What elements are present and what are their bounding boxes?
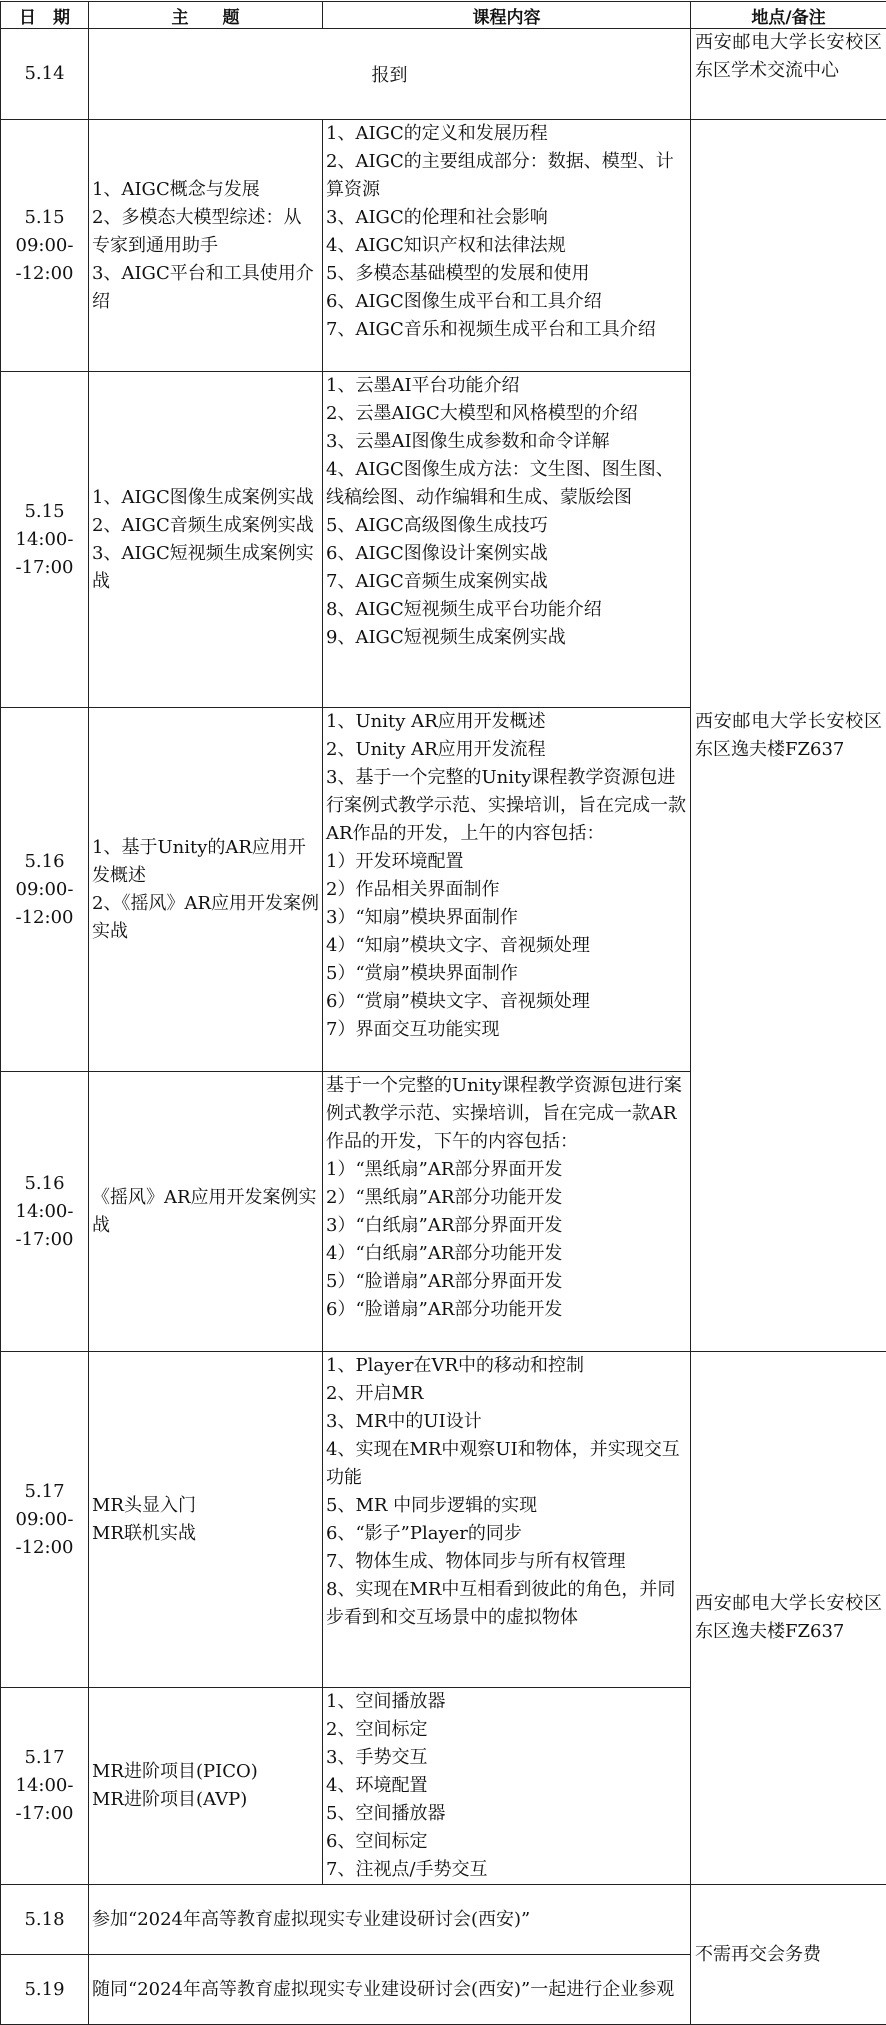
content-item: 4、AIGC图像生成方法：文生图、图生图、线稿绘图、动作编辑和生成、蒙版绘图 bbox=[326, 456, 687, 512]
content-item: 7、注视点/手势交互 bbox=[326, 1856, 687, 1884]
content-cell bbox=[323, 1072, 691, 1352]
header-location: 地点/备注 bbox=[691, 2, 886, 29]
topic-cell bbox=[89, 120, 323, 372]
content-item: 4、环境配置 bbox=[326, 1772, 687, 1800]
date-day: 5.17 bbox=[1, 1478, 88, 1506]
date-day: 5.15 bbox=[1, 498, 88, 526]
content-item: 4）“白纸扇”AR部分功能开发 bbox=[326, 1240, 687, 1268]
location-cell: 西安邮电大学长安校区东区逸夫楼FZ637 bbox=[691, 1352, 886, 1885]
content-item: 6）“脸谱扇”AR部分功能开发 bbox=[326, 1296, 687, 1324]
topic-cell bbox=[89, 708, 323, 1072]
content-item: 3）“白纸扇”AR部分界面开发 bbox=[326, 1212, 687, 1240]
date-time-start: 09:00- bbox=[1, 876, 88, 904]
date-cell bbox=[1, 1352, 89, 1688]
topic-item: 3、AIGC短视频生成案例实战 bbox=[92, 540, 319, 596]
schedule-row bbox=[1, 29, 886, 120]
content-cell bbox=[323, 1352, 691, 1688]
content-item: 3、手势交互 bbox=[326, 1744, 687, 1772]
date-time-end: -17:00 bbox=[1, 554, 88, 582]
date-time-start: 09:00- bbox=[1, 1506, 88, 1534]
date-time-start: 14:00- bbox=[1, 1772, 88, 1800]
topic-item: MR进阶项目(PICO) bbox=[92, 1758, 319, 1786]
content-item: 9、AIGC短视频生成案例实战 bbox=[326, 624, 687, 652]
date-cell bbox=[1, 1955, 89, 2025]
location-cell: 西安邮电大学长安校区东区逸夫楼FZ637 bbox=[691, 120, 886, 1352]
date-cell bbox=[1, 29, 89, 120]
content-cell bbox=[323, 372, 691, 708]
content-item: 3）“知扇”模块界面制作 bbox=[326, 904, 687, 932]
content-item: 2、AIGC的主要组成部分：数据、模型、计算资源 bbox=[326, 148, 687, 204]
date-time-start: 14:00- bbox=[1, 1198, 88, 1226]
date-cell bbox=[1, 372, 89, 708]
date-day: 5.17 bbox=[1, 1744, 88, 1772]
date-cell bbox=[1, 708, 89, 1072]
date-time-end: -17:00 bbox=[1, 1226, 88, 1254]
schedule-row bbox=[1, 1885, 886, 1955]
header-content: 课程内容 bbox=[323, 2, 691, 29]
content-item: 1、空间播放器 bbox=[326, 1688, 687, 1716]
date-time-start: 14:00- bbox=[1, 526, 88, 554]
content-item: 1）“黑纸扇”AR部分界面开发 bbox=[326, 1156, 687, 1184]
content-item: 5）“脸谱扇”AR部分界面开发 bbox=[326, 1268, 687, 1296]
topic-item: 1、AIGC概念与发展 bbox=[92, 176, 319, 204]
content-item: 6、AIGC图像设计案例实战 bbox=[326, 540, 687, 568]
header-topic: 主 题 bbox=[89, 2, 323, 29]
content-item: 4、实现在MR中观察UI和物体，并实现交互功能 bbox=[326, 1436, 687, 1492]
date-time-end: -17:00 bbox=[1, 1800, 88, 1828]
content-item: 1、Unity AR应用开发概述 bbox=[326, 708, 687, 736]
content-item: 基于一个完整的Unity课程教学资源包进行案例式教学示范、实操培训，旨在完成一款AR作品的开发，下午的内容包括： bbox=[326, 1072, 687, 1156]
topic-item: 《摇风》AR应用开发案例实战 bbox=[92, 1184, 319, 1240]
topic-cell bbox=[89, 1352, 323, 1688]
event-cell: 参加“2024年高等教育虚拟现实专业建设研讨会(西安)” bbox=[89, 1885, 691, 1955]
topic-item: 1、基于Unity的AR应用开发概述 bbox=[92, 834, 319, 890]
date-day: 5.18 bbox=[1, 1906, 88, 1934]
schedule-row bbox=[1, 1352, 886, 1688]
content-item: 5）“赏扇”模块界面制作 bbox=[326, 960, 687, 988]
date-day: 5.16 bbox=[1, 848, 88, 876]
content-item: 7、AIGC音频生成案例实战 bbox=[326, 568, 687, 596]
content-item: 2）作品相关界面制作 bbox=[326, 876, 687, 904]
content-item: 2、开启MR bbox=[326, 1380, 687, 1408]
location-cell: 西安邮电大学长安校区东区学术交流中心 bbox=[691, 29, 886, 120]
date-cell bbox=[1, 1688, 89, 1885]
content-item: 2）“黑纸扇”AR部分功能开发 bbox=[326, 1184, 687, 1212]
event-cell: 随同“2024年高等教育虚拟现实专业建设研讨会(西安)”一起进行企业参观 bbox=[89, 1955, 691, 2025]
date-day: 5.15 bbox=[1, 204, 88, 232]
date-time-start: 09:00- bbox=[1, 232, 88, 260]
header-row bbox=[1, 2, 886, 29]
date-time-end: -12:00 bbox=[1, 1534, 88, 1562]
schedule-row bbox=[1, 120, 886, 372]
date-cell bbox=[1, 120, 89, 372]
content-item: 6）“赏扇”模块文字、音视频处理 bbox=[326, 988, 687, 1016]
content-item: 6、“影子”Player的同步 bbox=[326, 1520, 687, 1548]
content-item: 2、Unity AR应用开发流程 bbox=[326, 736, 687, 764]
topic-item: 2、多模态大模型综述：从专家到通用助手 bbox=[92, 204, 319, 260]
content-cell bbox=[323, 1688, 691, 1885]
topic-item: 3、AIGC平台和工具使用介绍 bbox=[92, 260, 319, 316]
topic-item: 2、《摇风》AR应用开发案例实战 bbox=[92, 890, 319, 946]
content-item: 4、AIGC知识产权和法律法规 bbox=[326, 232, 687, 260]
date-cell bbox=[1, 1885, 89, 1955]
topic-item: MR头显入门 bbox=[92, 1492, 319, 1520]
content-item: 3、基于一个完整的Unity课程教学资源包进行案例式教学示范、实操培训，旨在完成一款AR作品的开发，上午的内容包括： bbox=[326, 764, 687, 848]
date-time-end: -12:00 bbox=[1, 904, 88, 932]
content-item: 7、AIGC音乐和视频生成平台和工具介绍 bbox=[326, 316, 687, 344]
content-item: 1、AIGC的定义和发展历程 bbox=[326, 120, 687, 148]
content-item: 6、AIGC图像生成平台和工具介绍 bbox=[326, 288, 687, 316]
content-item: 3、云墨AI图像生成参数和命令详解 bbox=[326, 428, 687, 456]
content-item: 2、空间标定 bbox=[326, 1716, 687, 1744]
date-time-end: -12:00 bbox=[1, 260, 88, 288]
content-cell bbox=[323, 120, 691, 372]
content-item: 8、AIGC短视频生成平台功能介绍 bbox=[326, 596, 687, 624]
report-cell: 报到 bbox=[89, 29, 691, 120]
topic-item: MR联机实战 bbox=[92, 1520, 319, 1548]
content-item: 3、AIGC的伦理和社会影响 bbox=[326, 204, 687, 232]
content-cell bbox=[323, 708, 691, 1072]
content-item: 8、实现在MR中互相看到彼此的角色，并同步看到和交互场景中的虚拟物体 bbox=[326, 1576, 687, 1632]
date-day: 5.14 bbox=[1, 60, 88, 88]
content-item: 7）界面交互功能实现 bbox=[326, 1016, 687, 1044]
content-item: 4）“知扇”模块文字、音视频处理 bbox=[326, 932, 687, 960]
content-item: 7、物体生成、物体同步与所有权管理 bbox=[326, 1548, 687, 1576]
date-day: 5.16 bbox=[1, 1170, 88, 1198]
schedule-table bbox=[0, 1, 886, 2025]
content-item: 2、云墨AIGC大模型和风格模型的介绍 bbox=[326, 400, 687, 428]
date-cell bbox=[1, 1072, 89, 1352]
topic-item: 2、AIGC音频生成案例实战 bbox=[92, 512, 319, 540]
content-item: 5、MR 中同步逻辑的实现 bbox=[326, 1492, 687, 1520]
content-item: 3、MR中的UI设计 bbox=[326, 1408, 687, 1436]
topic-cell bbox=[89, 1072, 323, 1352]
content-item: 5、空间播放器 bbox=[326, 1800, 687, 1828]
date-day: 5.19 bbox=[1, 1976, 88, 2004]
content-item: 6、空间标定 bbox=[326, 1828, 687, 1856]
content-item: 1、Player在VR中的移动和控制 bbox=[326, 1352, 687, 1380]
content-item: 1）开发环境配置 bbox=[326, 848, 687, 876]
content-item: 5、多模态基础模型的发展和使用 bbox=[326, 260, 687, 288]
content-item: 5、AIGC高级图像生成技巧 bbox=[326, 512, 687, 540]
topic-cell bbox=[89, 372, 323, 708]
location-cell: 不需再交会务费 bbox=[691, 1885, 886, 2025]
content-item: 1、云墨AI平台功能介绍 bbox=[326, 372, 687, 400]
header-date: 日 期 bbox=[1, 2, 89, 29]
topic-cell bbox=[89, 1688, 323, 1885]
topic-item: 1、AIGC图像生成案例实战 bbox=[92, 484, 319, 512]
topic-item: MR进阶项目(AVP) bbox=[92, 1786, 319, 1814]
